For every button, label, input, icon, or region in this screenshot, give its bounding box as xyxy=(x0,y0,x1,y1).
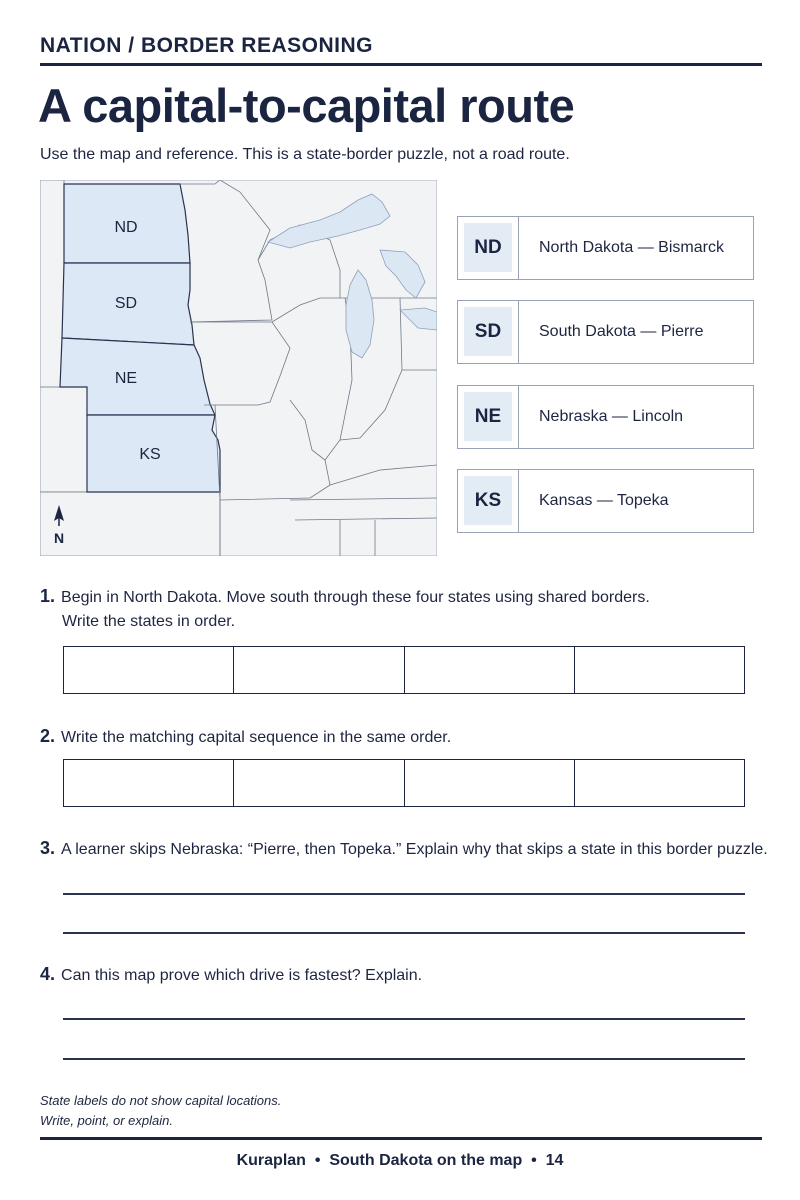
reference-card-ks xyxy=(457,469,754,533)
answer-line[interactable] xyxy=(63,893,745,895)
question-text: A learner skips Nebraska: “Pierre, then Topeka.” Explain why that skips a state in this border puzzle. xyxy=(61,841,768,858)
answer-box[interactable] xyxy=(234,647,404,693)
section-kicker: NATION / BORDER REASONING xyxy=(40,34,373,57)
question-number: 3. xyxy=(40,838,56,858)
bottom-rule xyxy=(40,1137,762,1140)
reference-code: ND xyxy=(464,223,512,272)
reference-code: KS xyxy=(464,476,512,525)
question-text: Begin in North Dakota. Move south through these four states using shared borders. xyxy=(61,589,650,606)
answer-box[interactable] xyxy=(64,647,234,693)
question-1 xyxy=(40,584,650,634)
answer-box[interactable] xyxy=(575,760,744,806)
map-label-sd: SD xyxy=(114,295,138,312)
question-text: Write the matching capital sequence in the same order. xyxy=(61,729,452,746)
question-4 xyxy=(40,962,422,988)
intro-text: Use the map and reference. This is a state-border puzzle, not a road route. xyxy=(40,146,570,163)
reference-card-sd xyxy=(457,300,754,364)
map-label-nd: ND xyxy=(114,219,138,236)
page-title: A capital-to-capital route xyxy=(38,79,575,132)
answer-box[interactable] xyxy=(575,647,744,693)
reference-text: South Dakota — Pierre xyxy=(539,323,704,340)
answer-box[interactable] xyxy=(405,760,575,806)
question-2 xyxy=(40,724,451,750)
question-text: Can this map prove which drive is fastest? Explain. xyxy=(61,967,423,984)
question-text-continued: Write the states in order. xyxy=(62,613,236,630)
reference-text: Kansas — Topeka xyxy=(539,492,669,509)
map-label-ne: NE xyxy=(114,370,138,387)
answer-line[interactable] xyxy=(63,932,745,934)
reference-text: Nebraska — Lincoln xyxy=(539,408,684,425)
top-rule xyxy=(40,63,762,66)
map-label-ks: KS xyxy=(139,446,161,463)
question-number: 2. xyxy=(40,726,56,746)
state-map xyxy=(40,180,437,556)
reference-code: SD xyxy=(464,307,512,356)
answer-line[interactable] xyxy=(63,1058,745,1060)
reference-card-ne xyxy=(457,385,754,449)
answer-box[interactable] xyxy=(64,760,234,806)
footnote-line: State labels do not show capital locations. xyxy=(40,1093,282,1108)
reference-code: NE xyxy=(464,392,512,441)
page-footer: Kuraplan • South Dakota on the map • 14 xyxy=(236,1152,564,1169)
answer-box[interactable] xyxy=(234,760,404,806)
reference-text: North Dakota — Bismarck xyxy=(539,239,724,256)
footnote-line: Write, point, or explain. xyxy=(40,1113,173,1128)
footnote xyxy=(40,1091,281,1131)
answer-line[interactable] xyxy=(63,1018,745,1020)
question-3 xyxy=(40,836,768,862)
north-label: N xyxy=(53,530,65,546)
answer-box[interactable] xyxy=(405,647,575,693)
capital-sequence-answer-boxes xyxy=(63,759,745,807)
reference-card-nd xyxy=(457,216,754,280)
question-number: 4. xyxy=(40,964,56,984)
state-order-answer-boxes xyxy=(63,646,745,694)
question-number: 1. xyxy=(40,586,56,606)
